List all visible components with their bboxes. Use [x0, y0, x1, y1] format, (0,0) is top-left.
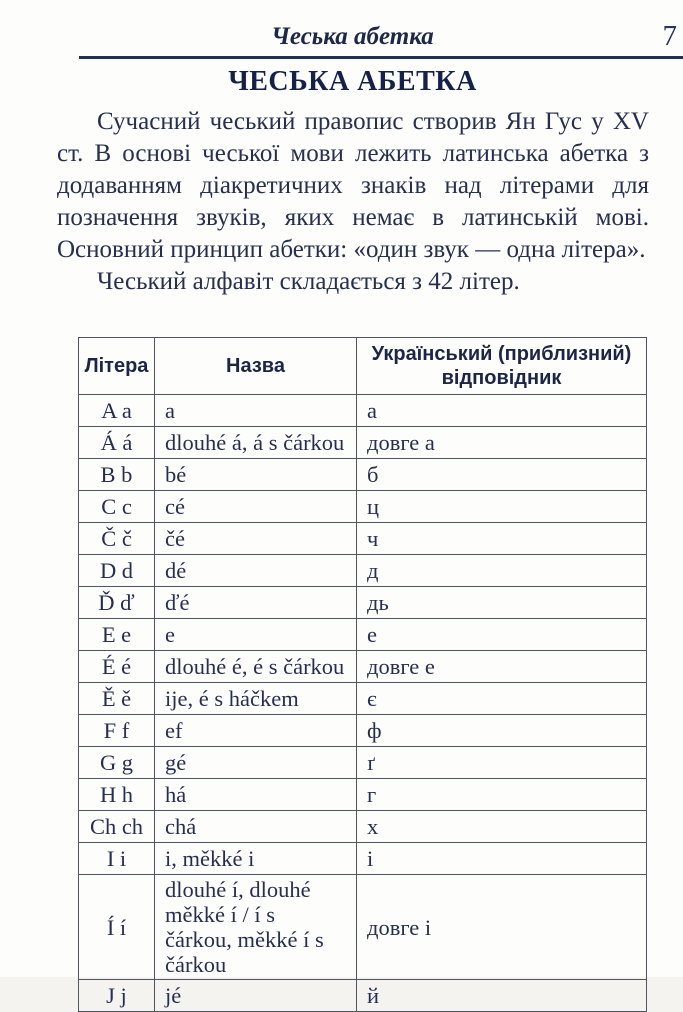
- column-header-equivalent: Український (приблизний) відповідник: [357, 338, 647, 395]
- letter-cell: É é: [79, 651, 155, 683]
- table-row: [79, 491, 647, 523]
- table-row: [79, 459, 647, 491]
- name-cell: dlouhé é, é s čárkou: [155, 651, 357, 683]
- letter-cell: Ď ď: [79, 587, 155, 619]
- letter-cell: D d: [79, 555, 155, 587]
- name-cell: há: [155, 779, 357, 811]
- page-title: ЧЕСЬКА АБЕТКА: [228, 66, 477, 97]
- equivalent-cell: г: [357, 779, 647, 811]
- letter-cell: Ch ch: [79, 811, 155, 843]
- letter-cell: Ě ě: [79, 683, 155, 715]
- equivalent-cell: і: [357, 843, 647, 875]
- letter-cell: H h: [79, 779, 155, 811]
- equivalent-cell: б: [357, 459, 647, 491]
- table-row: [79, 747, 647, 779]
- table-row: [79, 395, 647, 427]
- table-row: [79, 779, 647, 811]
- name-cell: dlouhé í, dlouhé měkké í / í s čárkou, měkké í s čárkou: [155, 875, 357, 980]
- equivalent-cell: ґ: [357, 747, 647, 779]
- alphabet-note: Чеський алфавіт складається з 42 літер.: [97, 268, 520, 295]
- table-row: [79, 619, 647, 651]
- table-row: [79, 843, 647, 875]
- table-row: [79, 427, 647, 459]
- letter-cell: Í í: [79, 875, 155, 980]
- name-cell: gé: [155, 747, 357, 779]
- equivalent-cell: д: [357, 555, 647, 587]
- name-cell: chá: [155, 811, 357, 843]
- table-row: [79, 980, 647, 1012]
- table-row: [79, 555, 647, 587]
- letter-cell: C c: [79, 491, 155, 523]
- name-cell: cé: [155, 491, 357, 523]
- equivalent-cell: а: [357, 395, 647, 427]
- letter-cell: E e: [79, 619, 155, 651]
- page-number: 7: [662, 20, 677, 52]
- column-header-letter: Літера: [79, 338, 155, 395]
- alphabet-table-header: [79, 338, 647, 395]
- header-row: [79, 338, 647, 395]
- equivalent-cell: є: [357, 683, 647, 715]
- letter-cell: B b: [79, 459, 155, 491]
- alphabet-table: [78, 337, 647, 1012]
- table-row: [79, 587, 647, 619]
- equivalent-cell: довге е: [357, 651, 647, 683]
- letter-cell: J j: [79, 980, 155, 1012]
- name-cell: i, měkké i: [155, 843, 357, 875]
- equivalent-cell: х: [357, 811, 647, 843]
- equivalent-cell: е: [357, 619, 647, 651]
- equivalent-cell: ц: [357, 491, 647, 523]
- equivalent-cell: дь: [357, 587, 647, 619]
- name-cell: dé: [155, 555, 357, 587]
- column-header-name: Назва: [155, 338, 357, 395]
- letter-cell: G g: [79, 747, 155, 779]
- name-cell: jé: [155, 980, 357, 1012]
- letter-cell: Á á: [79, 427, 155, 459]
- equivalent-cell: ф: [357, 715, 647, 747]
- header-rule: [79, 56, 683, 59]
- name-cell: dlouhé á, á s čárkou: [155, 427, 357, 459]
- intro-paragraph: Сучасний чеський правопис створив Ян Гус у XV ст. В основі чеської мови лежить латинська абетка з додаванням діакретичних знаків над літерами для позначення звуків, яких немає в латинській мові. Основний принцип абетки: «один звук — одна літера».: [57, 108, 649, 263]
- name-cell: ďé: [155, 587, 357, 619]
- table-row: [79, 811, 647, 843]
- letter-cell: Č č: [79, 523, 155, 555]
- equivalent-cell: ч: [357, 523, 647, 555]
- equivalent-cell: довге а: [357, 427, 647, 459]
- name-cell: ef: [155, 715, 357, 747]
- table-row: [79, 651, 647, 683]
- name-cell: bé: [155, 459, 357, 491]
- letter-cell: F f: [79, 715, 155, 747]
- equivalent-cell: й: [357, 980, 647, 1012]
- name-cell: čé: [155, 523, 357, 555]
- table-row: [79, 683, 647, 715]
- alphabet-table-body: [79, 395, 647, 1012]
- letter-cell: A a: [79, 395, 155, 427]
- body-text: [57, 106, 649, 298]
- name-cell: e: [155, 619, 357, 651]
- name-cell: ije, é s háčkem: [155, 683, 357, 715]
- table-row: [79, 523, 647, 555]
- letter-cell: I i: [79, 843, 155, 875]
- table-row: [79, 715, 647, 747]
- equivalent-cell: довге і: [357, 875, 647, 980]
- table-row: [79, 875, 647, 980]
- running-head: Чеська абетка: [271, 23, 434, 50]
- name-cell: a: [155, 395, 357, 427]
